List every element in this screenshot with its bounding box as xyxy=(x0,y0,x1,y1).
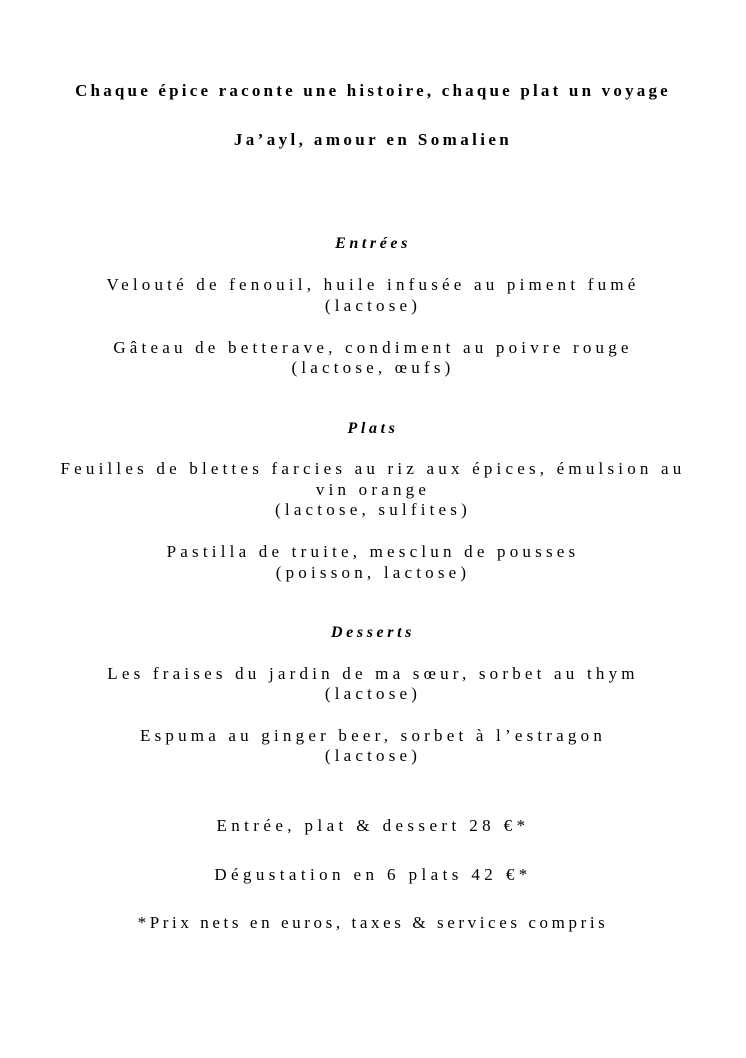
price-menu-three-courses: Entrée, plat & dessert 28 €* xyxy=(216,816,530,835)
dish-name: Les fraises du jardin de ma sœur, sorbet au thym xyxy=(107,664,639,683)
section-title-entrees: Entrées xyxy=(335,235,411,252)
section-title-plats: Plats xyxy=(347,420,399,437)
dish-allergens: (lactose) xyxy=(324,746,422,765)
dish-name: Velouté de fenouil, huile infusée au piment fumé xyxy=(106,275,640,294)
dish-allergens: (lactose, sulfites) xyxy=(275,500,471,519)
menu-subtitle: Ja’ayl, amour en Somalien xyxy=(233,130,513,149)
menu-tagline: Chaque épice raconte une histoire, chaque plat un voyage xyxy=(75,81,671,100)
price-footnote: *Prix nets en euros, taxes & services compris xyxy=(137,913,609,932)
dish-allergens: (lactose, œufs) xyxy=(291,358,455,377)
price-tasting-menu: Dégustation en 6 plats 42 €* xyxy=(214,865,532,884)
dish-name: Pastilla de truite, mesclun de pousses xyxy=(166,542,580,561)
dish-name: Espuma au ginger beer, sorbet à l’estragon xyxy=(139,726,607,745)
dish-allergens: (lactose) xyxy=(324,296,422,315)
dish-allergens: (lactose) xyxy=(324,684,422,703)
dish-allergens: (poisson, lactose) xyxy=(275,563,471,582)
section-title-desserts: Desserts xyxy=(331,624,415,641)
dish-name: Feuilles de blettes farcies au riz aux épices, émulsion au xyxy=(60,459,686,478)
dish-name: Gâteau de betterave, condiment au poivre rouge xyxy=(113,338,633,357)
dish-name-continued: vin orange xyxy=(315,480,431,499)
